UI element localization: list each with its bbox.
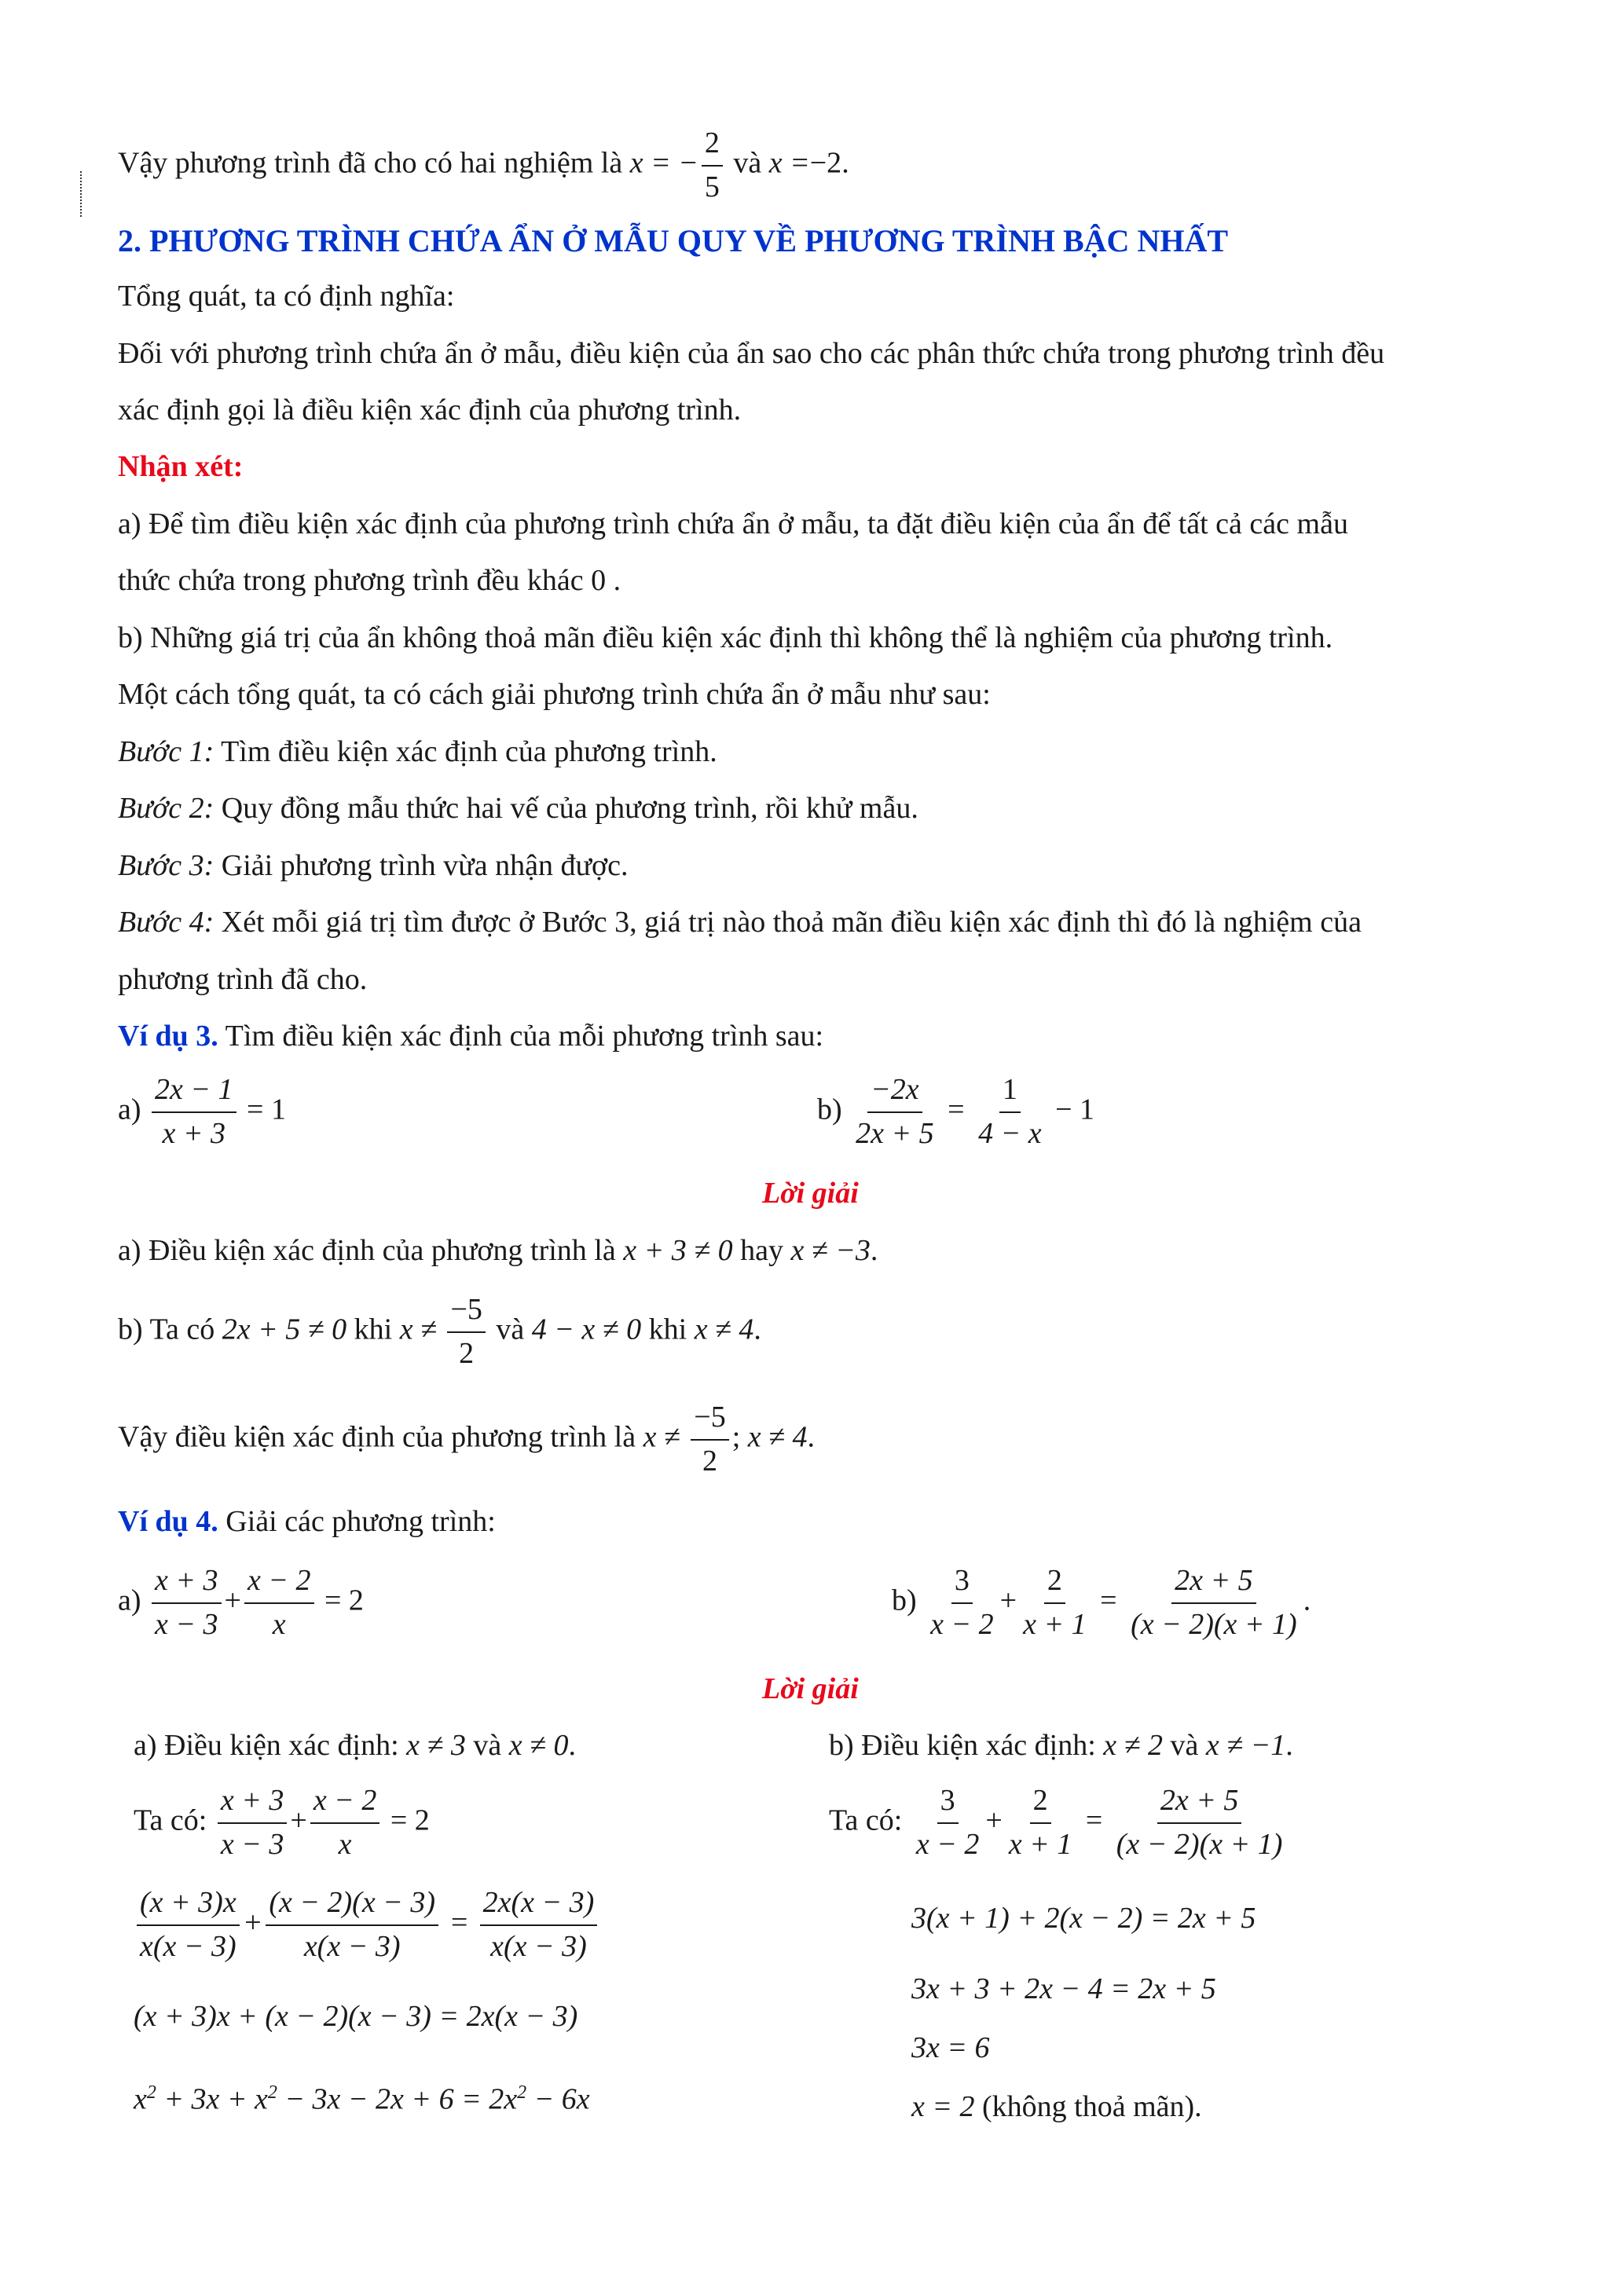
remark-b: b) Những giá trị của ẩn không thoả mãn điều kiện xác định thì không thể là nghiệm của phương trình. [118, 621, 1333, 654]
example-4a-step-2: $\frac{(x + 3)x}{x(x - 3)}$ + $\frac{(x - 2)(x - 3)}{x(x - 3)}$ = $\frac{2x(x - 3)}{x(x - 3)}$ [134, 1885, 600, 1965]
definition-line-1: Đối với phương trình chứa ẩn ở mẫu, điều kiện của ẩn sao cho các phân thức chứa trong phương trình đều [118, 337, 1385, 370]
example-4a-step-4: $x^2 + 3x + x^2 - 3x - 2x + 6 = 2x^2 - 6x$ [134, 2082, 590, 2116]
example-3-solution-title: Lời giải [762, 1177, 859, 1210]
example-4-solution-title: Lời giải [762, 1672, 859, 1705]
fraction-two-fifths: $\frac{2}{5}$ [702, 126, 723, 205]
section-heading: 2. PHƯƠNG TRÌNH CHỨA ẨN Ở MẪU QUY VỀ PHƯƠNG TRÌNH BẬC NHẤT [118, 223, 1229, 258]
example-4b-step-2: 3(x + 1) + 2(x − 2) = 2x + 5 [911, 1902, 1256, 1935]
margin-mark [80, 171, 82, 217]
conclusion-and: và [733, 146, 762, 180]
example-3a-solution: a) Điều kiện xác định của phương trình là x + 3 ≠ 0 hay x ≠ −3. [118, 1234, 878, 1267]
remark-a-line-1: a) Để tìm điều kiện xác định của phương trình chứa ẩn ở mẫu, ta đặt điều kiện của ẩn để tất cả các mẫu [118, 507, 1348, 540]
example-4b-equation: b) $\frac{3}{x - 2}$ + $\frac{2}{x + 1}$ = $\frac{2x + 5}{(x - 2)(x + 1)}$ . [892, 1564, 1311, 1641]
step-1: Bước 1: Tìm điều kiện xác định của phương trình. [118, 735, 717, 768]
example-3b-equation: b) $\frac{-2x}{2x + 5}$ = $\frac{1}{4 - x}$ − 1 [817, 1073, 1095, 1150]
step-4-continued: phương trình đã cho. [118, 963, 368, 996]
remark-general: Một cách tổng quát, ta có cách giải phương trình chứa ẩn ở mẫu như sau: [118, 678, 991, 711]
step-2: Bước 2: Quy đồng mẫu thức hai vế của phương trình, rồi khử mẫu. [118, 792, 918, 825]
remark-a-line-2: thức chứa trong phương trình đều khác 0 . [118, 564, 621, 597]
remark-title: Nhận xét: [118, 450, 244, 483]
step-3: Bước 3: Giải phương trình vừa nhận được. [118, 849, 629, 882]
example-4b-step-5: x = 2 (không thoả mãn). [911, 2090, 1202, 2123]
example-4a-equation: a) $\frac{x + 3}{x - 3}$ + $\frac{x - 2}{x}$ = 2 [118, 1564, 364, 1641]
example-4a-condition: a) Điều kiện xác định: x ≠ 3 và x ≠ 0. [134, 1729, 577, 1762]
example-4b-condition: b) Điều kiện xác định: x ≠ 2 và x ≠ −1. [829, 1729, 1293, 1762]
example-3b-solution: b) Ta có 2x + 5 ≠ 0 khi x ≠ $\frac{-5}{2}$ và 4 − x ≠ 0 khi x ≠ 4. [118, 1293, 761, 1370]
step-4: Bước 4: Xét mỗi giá trị tìm được ở Bước 3, giá trị nào thoả mãn điều kiện xác định thì đó là nghiệm của [118, 906, 1362, 939]
example-4b-step-4: 3x = 6 [911, 2031, 990, 2064]
example-4b-step-3: 3x + 3 + 2x − 4 = 2x + 5 [911, 1972, 1216, 2005]
conclusion-text: Vậy phương trình đã cho có hai nghiệm là [118, 146, 623, 180]
conclusion-line: Vậy phương trình đã cho có hai nghiệm là x = − $\frac{2}{5}$ và x =−2. [118, 126, 849, 205]
example-4a-step-3: (x + 3)x + (x − 2)(x − 3) = 2x(x − 3) [134, 2000, 578, 2033]
definition-line-2: xác định gọi là điều kiện xác định của phương trình. [118, 394, 742, 427]
intro-text: Tổng quát, ta có định nghĩa: [118, 280, 455, 313]
example-4-heading: Ví dụ 4. Giải các phương trình: [118, 1505, 496, 1538]
example-4a-step-1: Ta có: $\frac{x + 3}{x - 3}$ + $\frac{x - 2}{x}$ = 2 [134, 1784, 430, 1861]
example-4b-step-1: Ta có: $\frac{3}{x - 2}$ + $\frac{2}{x + 1}$ = $\frac{2x + 5}{(x - 2)(x + 1)}$ [829, 1784, 1283, 1861]
example-3-heading: Ví dụ 3. Tìm điều kiện xác định của mỗi phương trình sau: [118, 1020, 824, 1053]
example-3-conclusion: Vậy điều kiện xác định của phương trình là x ≠ $\frac{-5}{2}$ ; x ≠ 4. [118, 1401, 816, 1478]
example-3a-equation: a) $\frac{2x - 1}{x + 3}$ = 1 [118, 1073, 286, 1150]
